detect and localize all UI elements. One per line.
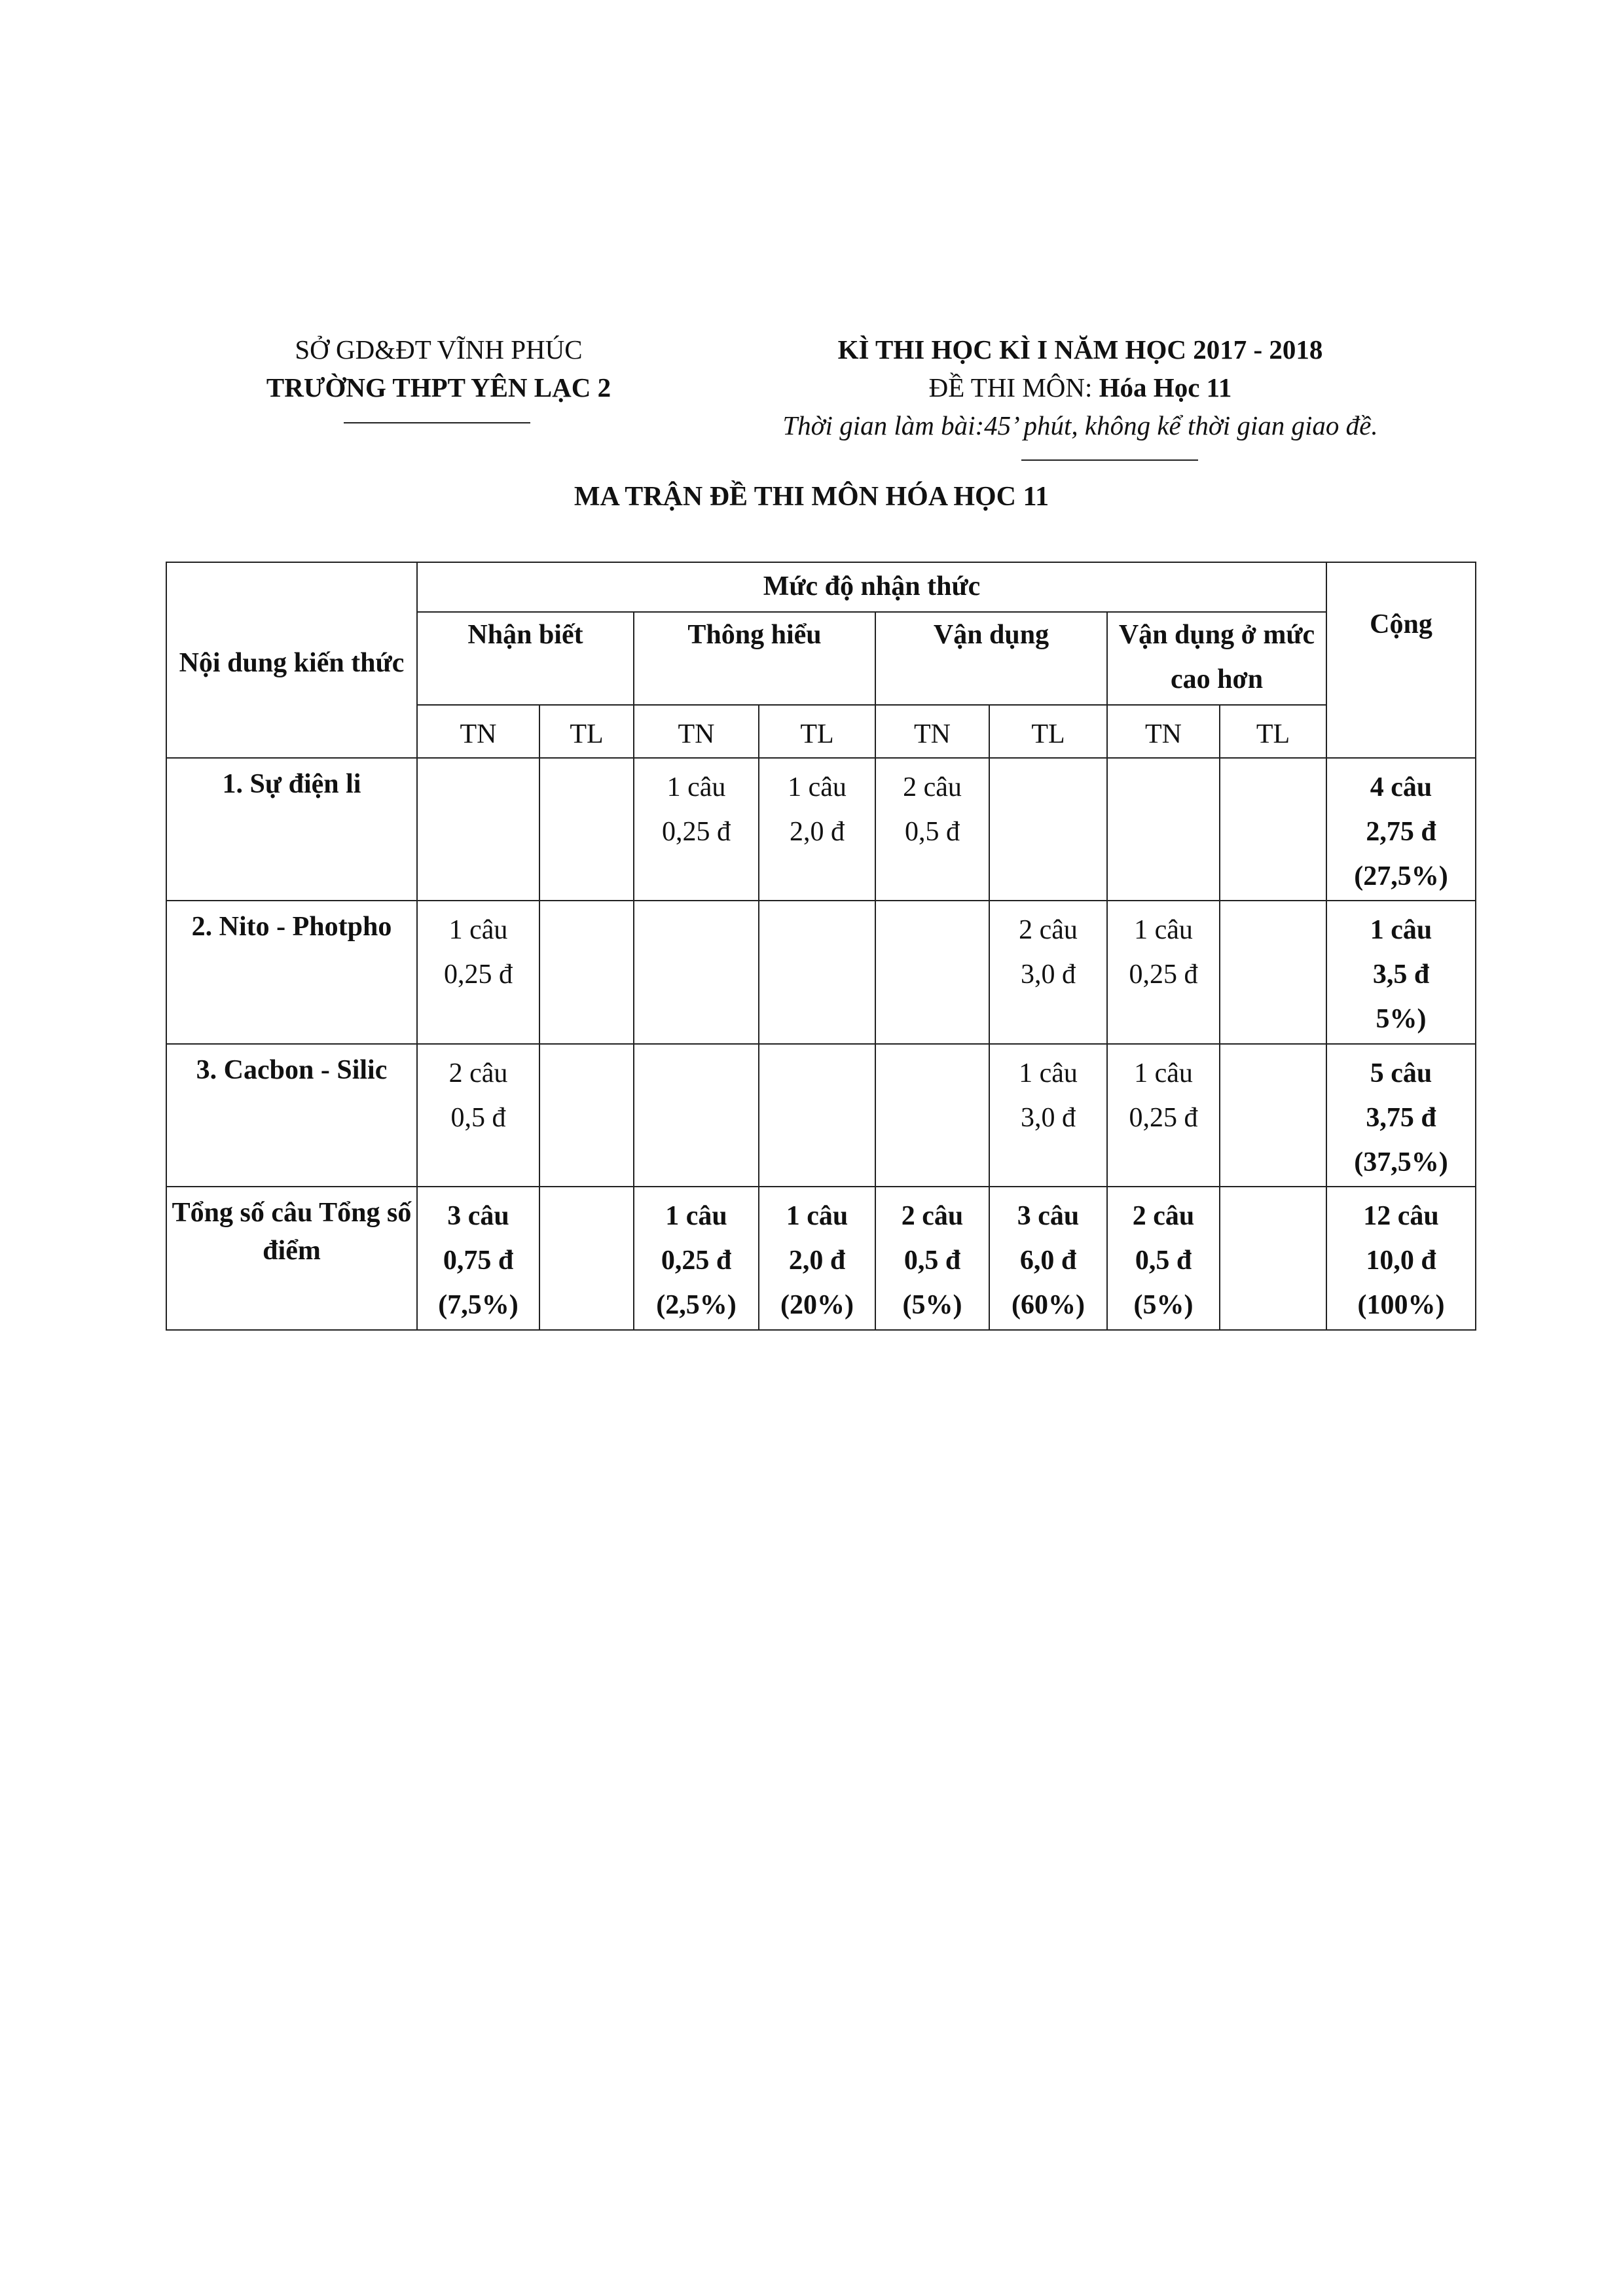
cell-line: 2,0 đ	[788, 1246, 846, 1276]
cell	[875, 1187, 989, 1330]
total-line: (37,5%)	[1354, 1147, 1448, 1177]
cell-line: 6,0 đ	[1019, 1246, 1077, 1276]
cell	[1107, 901, 1220, 1044]
header-right	[707, 331, 1453, 444]
cell-line: (60%)	[1012, 1290, 1085, 1321]
sub-tl: TL	[989, 705, 1107, 758]
cell-line: 0,25 đ	[662, 816, 731, 847]
total-line: (27,5%)	[1354, 861, 1448, 891]
cell	[989, 1044, 1107, 1187]
sub-tl: TL	[1220, 705, 1326, 758]
cell	[417, 901, 539, 1044]
cell	[634, 1187, 759, 1330]
table-row	[166, 901, 1476, 1044]
cell	[1107, 1044, 1220, 1187]
cell	[539, 1187, 634, 1330]
sub-tn: TN	[1107, 705, 1220, 758]
cell	[1220, 758, 1326, 901]
cell-line: 3,0 đ	[1021, 960, 1076, 990]
cell	[875, 758, 989, 901]
cell-line: 1 câu	[1019, 1058, 1078, 1088]
table-row	[166, 1044, 1476, 1187]
cell	[759, 1044, 875, 1187]
cell-line: 1 câu	[788, 772, 847, 802]
cell-line: (5%)	[1133, 1290, 1194, 1321]
cell-line: 1 câu	[665, 1201, 727, 1232]
cell	[1220, 901, 1326, 1044]
cell-line: 1 câu	[786, 1201, 848, 1232]
cell	[634, 1044, 759, 1187]
cell-line: (2,5%)	[656, 1290, 737, 1321]
total-line: 12 câu	[1363, 1201, 1439, 1232]
cell-line: 2 câu	[448, 1058, 508, 1088]
exam-matrix-table	[166, 562, 1476, 1331]
cell-line: 0,5 đ	[1135, 1246, 1192, 1276]
row-topic: Tổng số câu Tổng số điểm	[166, 1187, 417, 1330]
cell-line: (7,5%)	[438, 1290, 519, 1321]
total-line: (100%)	[1357, 1290, 1445, 1321]
header-left-divider	[344, 422, 530, 423]
cell-line: 3 câu	[447, 1201, 509, 1232]
cell-line: (5%)	[902, 1290, 962, 1321]
cell	[1107, 758, 1220, 901]
cell-line: 3 câu	[1017, 1201, 1080, 1232]
cell-line: 0,25 đ	[661, 1246, 732, 1276]
cell-line: 2 câu	[1132, 1201, 1195, 1232]
row-total	[1326, 758, 1476, 901]
department-name: SỞ GD&ĐT VĨNH PHÚC	[295, 334, 583, 365]
cell	[875, 1044, 989, 1187]
total-line: 2,75 đ	[1366, 816, 1436, 847]
sub-tn: TN	[634, 705, 759, 758]
cell	[759, 1187, 875, 1330]
header-level-apply: Vận dụng	[875, 612, 1107, 705]
cell	[989, 901, 1107, 1044]
cell-line: 0,5 đ	[903, 1246, 961, 1276]
cell	[1107, 1187, 1220, 1330]
cell-line: 0,5 đ	[905, 816, 960, 847]
header-level-apply-high: Vận dụng ở mức cao hơn	[1107, 612, 1326, 705]
cell-line: 2,0 đ	[790, 816, 845, 847]
total-line: 5%)	[1376, 1004, 1427, 1035]
cell	[1220, 1044, 1326, 1187]
row-total	[1326, 1044, 1476, 1187]
cell-line: 3,0 đ	[1021, 1102, 1076, 1133]
exam-subject: Hóa Học 11	[1099, 372, 1232, 403]
row-total	[1326, 901, 1476, 1044]
row-total	[1326, 1187, 1476, 1330]
total-line: 5 câu	[1370, 1058, 1432, 1088]
header-level-group: Mức độ nhận thức	[417, 562, 1326, 612]
row-topic: 2. Nito - Photpho	[166, 901, 417, 1044]
cell	[989, 758, 1107, 901]
school-name: TRƯỜNG THPT YÊN LẠC 2	[266, 372, 611, 403]
cell	[539, 758, 634, 901]
total-line: 3,5 đ	[1372, 960, 1430, 990]
total-line: 1 câu	[1370, 915, 1432, 946]
cell-line: 0,25 đ	[1129, 960, 1198, 990]
cell	[989, 1187, 1107, 1330]
table-row	[166, 1187, 1476, 1330]
cell	[539, 1044, 634, 1187]
cell	[1220, 1187, 1326, 1330]
header-level-understand: Thông hiểu	[634, 612, 875, 705]
cell-line: 1 câu	[448, 915, 508, 946]
exam-subject-prefix: ĐỀ THI MÔN:	[928, 372, 1099, 403]
cell-line: 1 câu	[1134, 1058, 1193, 1088]
cell-line: 2 câu	[903, 772, 962, 802]
sub-tn: TN	[875, 705, 989, 758]
header-content: Nội dung kiến thức	[166, 562, 417, 758]
sub-tn: TN	[417, 705, 539, 758]
cell-line: 0,5 đ	[450, 1102, 506, 1133]
cell-line: (20%)	[780, 1290, 854, 1321]
cell-line: 0,25 đ	[1129, 1102, 1198, 1133]
page-title: MA TRẬN ĐỀ THI MÔN HÓA HỌC 11	[574, 482, 1049, 512]
table-row	[166, 758, 1476, 901]
header-level-recognize: Nhận biết	[417, 612, 634, 705]
cell-line: 1 câu	[1134, 915, 1193, 946]
cell	[875, 901, 989, 1044]
row-topic: 1. Sự điện li	[166, 758, 417, 901]
cell-line: 2 câu	[901, 1201, 964, 1232]
exam-duration: Thời gian làm bài:45’ phút, không kể thời gian giao đề.	[782, 410, 1378, 440]
cell-line: 0,25 đ	[444, 960, 513, 990]
cell-line: 1 câu	[666, 772, 726, 802]
total-line: 3,75 đ	[1366, 1102, 1436, 1133]
total-line: 4 câu	[1370, 772, 1432, 802]
exam-subject-line	[707, 368, 1453, 406]
cell	[759, 758, 875, 901]
cell	[539, 901, 634, 1044]
cell	[417, 1044, 539, 1187]
header-left	[249, 331, 629, 406]
cell-line: 2 câu	[1019, 915, 1078, 946]
cell	[417, 1187, 539, 1330]
sub-tl: TL	[759, 705, 875, 758]
row-topic: 3. Cacbon - Silic	[166, 1044, 417, 1187]
cell-line: 0,75 đ	[443, 1246, 514, 1276]
header-total: Cộng	[1326, 562, 1476, 758]
cell	[759, 901, 875, 1044]
cell	[634, 901, 759, 1044]
cell	[634, 758, 759, 901]
total-line: 10,0 đ	[1366, 1246, 1436, 1276]
exam-name: KÌ THI HỌC KÌ I NĂM HỌC 2017 - 2018	[837, 334, 1323, 365]
header-right-divider	[1021, 459, 1198, 461]
sub-tl: TL	[539, 705, 634, 758]
cell	[417, 758, 539, 901]
